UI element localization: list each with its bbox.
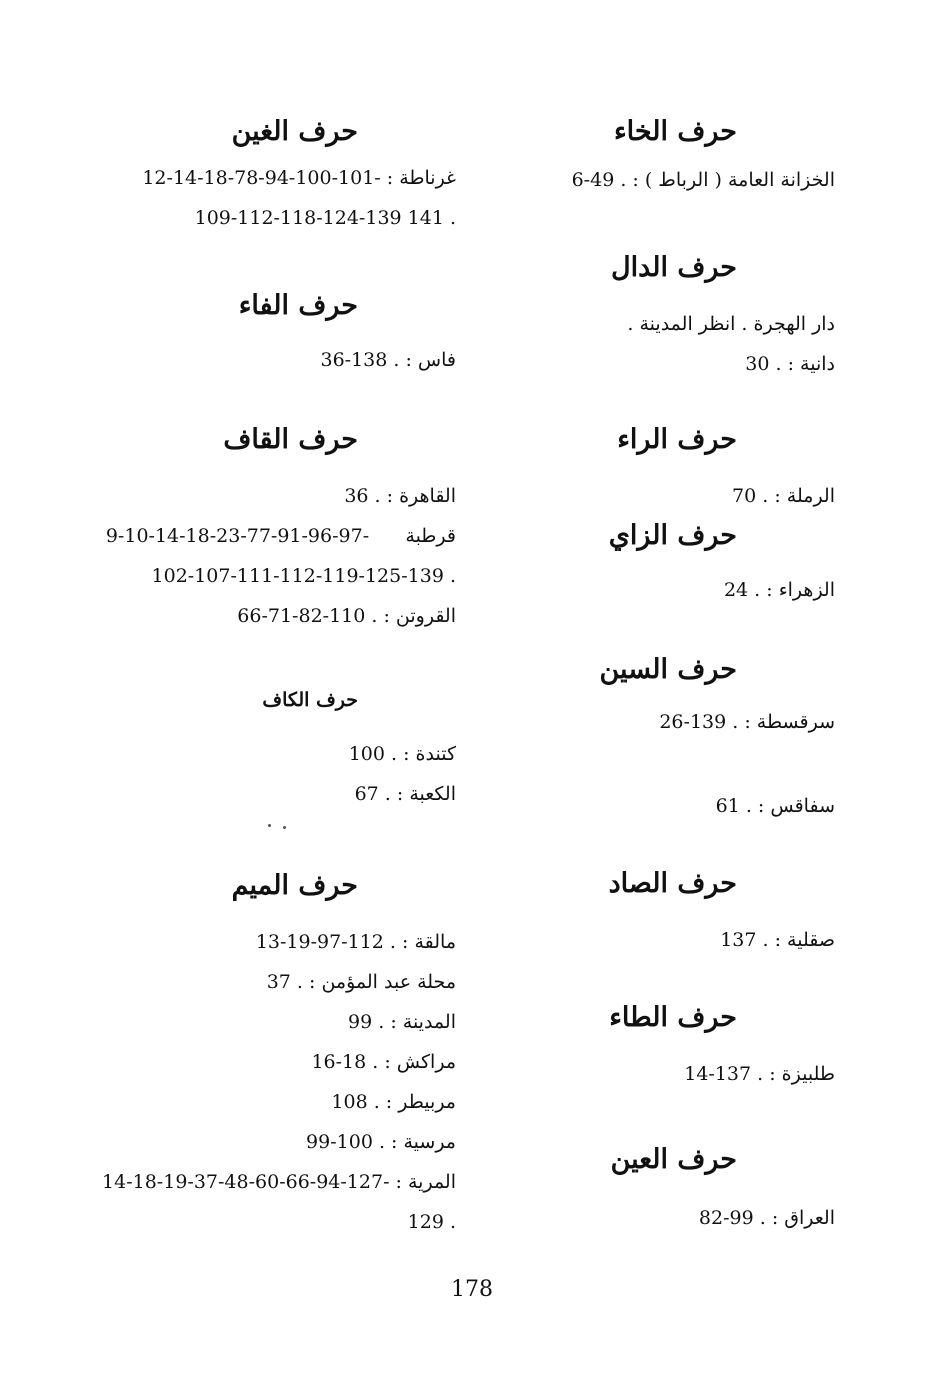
entry-name: القاهرة : xyxy=(386,485,456,507)
section-faa xyxy=(100,286,456,380)
entry-pages: 36-138 . xyxy=(320,349,400,371)
index-entry xyxy=(100,476,456,516)
section-sad xyxy=(500,864,835,960)
entry-name: قرطبة xyxy=(405,525,456,547)
entry-name: الزهراء : xyxy=(766,579,835,601)
entry-name: القروتن : xyxy=(383,605,456,627)
section-sin xyxy=(500,650,835,826)
section-ghayn xyxy=(100,112,456,238)
entry-continuation: 102-107-111-112-119-125-139 . xyxy=(151,565,456,587)
entry-name: المرية : xyxy=(395,1171,456,1193)
entry-pages: 137 . xyxy=(720,929,769,951)
index-entry xyxy=(100,1042,456,1082)
entry-continuation: 129 . xyxy=(407,1211,456,1233)
entry-name: سفاقس : xyxy=(757,795,835,817)
entry-pages: 24 . xyxy=(723,579,761,601)
print-speck xyxy=(268,824,271,827)
section-kaf xyxy=(100,680,456,814)
section-heading: حرف السين xyxy=(599,654,737,685)
entry-pages: 9-10-14-18-23-77-91-96-97- xyxy=(105,525,370,547)
entry-name: مربيطر : xyxy=(385,1091,456,1113)
entry-pages: 67 . xyxy=(354,783,391,805)
entry-name: كتندة : xyxy=(403,743,456,765)
index-entry xyxy=(100,1162,456,1202)
index-column-left xyxy=(100,0,456,1260)
section-heading: حرف الصاد xyxy=(608,868,737,899)
entry-name: فاس : xyxy=(405,349,456,371)
entry-name: العراق : xyxy=(771,1207,835,1229)
entry-pages: 108 . xyxy=(331,1091,380,1113)
entry-name: دانية : xyxy=(787,353,835,375)
section-heading: حرف الخاء xyxy=(613,116,737,147)
entry-name: مراكش : xyxy=(384,1051,456,1073)
index-entry xyxy=(100,774,456,814)
entry-name: دار الهجرة . انظر المدينة . xyxy=(627,313,835,335)
entry-continuation: 109-112-118-124-139 141 . xyxy=(194,207,456,229)
section-zay xyxy=(500,516,835,610)
index-entry xyxy=(500,786,835,826)
index-entry xyxy=(100,1122,456,1162)
section-heading: حرف الفاء xyxy=(238,290,358,321)
index-column-right xyxy=(500,0,835,1260)
page-number: 178 xyxy=(451,1277,493,1302)
index-entry xyxy=(100,734,456,774)
index-entry xyxy=(500,160,835,200)
index-entry xyxy=(100,962,456,1002)
index-entry xyxy=(100,922,456,962)
print-speck xyxy=(283,826,286,829)
section-taa xyxy=(500,998,835,1094)
index-entry xyxy=(500,920,835,960)
entry-pages: 99-100 . xyxy=(306,1131,385,1153)
index-entry xyxy=(100,340,456,380)
entry-name: الرملة : xyxy=(774,485,835,507)
index-entry xyxy=(100,596,456,636)
section-mim xyxy=(100,866,456,1242)
entry-pages: 13-19-97-112 . xyxy=(255,931,396,953)
entry-name: مالقة : xyxy=(402,931,456,953)
section-dal xyxy=(500,248,835,384)
entry-pages: 37 . xyxy=(266,971,303,993)
index-entry xyxy=(500,1054,835,1094)
entry-pages: 82-99 . xyxy=(698,1207,766,1229)
section-heading: حرف الدال xyxy=(611,252,737,283)
index-entry xyxy=(100,1082,456,1122)
section-heading: حرف العين xyxy=(610,1144,737,1175)
entry-name: سرقسطة : xyxy=(744,711,835,733)
entry-pages: 36 . xyxy=(344,485,381,507)
entry-name: طلبيزة : xyxy=(769,1063,835,1085)
entry-name: المدينة : xyxy=(390,1011,456,1033)
entry-pages: 14-137 . xyxy=(684,1063,764,1085)
entry-pages: 14-18-19-37-48-60-66-94-127- xyxy=(102,1171,390,1193)
index-entry xyxy=(500,702,835,742)
entry-pages: 99 . xyxy=(348,1011,385,1033)
section-heading: حرف الزاي xyxy=(608,520,737,551)
entry-pages: 30 . xyxy=(745,353,782,375)
index-entry xyxy=(100,1002,456,1042)
index-entry xyxy=(100,158,456,198)
entry-pages: 100 . xyxy=(348,743,398,765)
index-entry xyxy=(500,344,835,384)
section-heading: حرف القاف xyxy=(223,424,358,455)
entry-name: غرناطة : xyxy=(386,167,456,189)
index-entry xyxy=(500,476,835,516)
section-heading: حرف الكاف xyxy=(262,689,358,711)
entry-name: الخزانة العامة ( الرباط ) : xyxy=(632,169,835,191)
index-entry xyxy=(500,1198,835,1238)
section-ra xyxy=(500,420,835,516)
section-khaa xyxy=(500,112,835,200)
entry-pages: 12-14-18-78-94-100-101- xyxy=(142,167,381,189)
index-entry xyxy=(100,516,456,556)
entry-name: محلة عبد المؤمن : xyxy=(309,971,456,993)
section-heading: حرف الميم xyxy=(231,870,358,901)
index-entry xyxy=(500,304,835,344)
entry-pages: 26-139 . xyxy=(659,711,739,733)
section-heading: حرف الغين xyxy=(231,116,358,147)
entry-pages: 66-71-82-110 . xyxy=(237,605,378,627)
section-heading: حرف الراء xyxy=(617,424,737,455)
section-ayn xyxy=(500,1140,835,1238)
entry-name: مرسية : xyxy=(391,1131,456,1153)
index-entry xyxy=(500,570,835,610)
entry-name: صقلية : xyxy=(774,929,835,951)
entry-name: الكعبة : xyxy=(396,783,456,805)
entry-pages: 6-49 . xyxy=(571,169,627,191)
section-heading: حرف الطاء xyxy=(609,1002,737,1033)
entry-pages: 61 . xyxy=(715,795,752,817)
entry-pages: 70 . xyxy=(732,485,769,507)
section-qaf xyxy=(100,420,456,636)
entry-pages: 16-18 . xyxy=(311,1051,379,1073)
